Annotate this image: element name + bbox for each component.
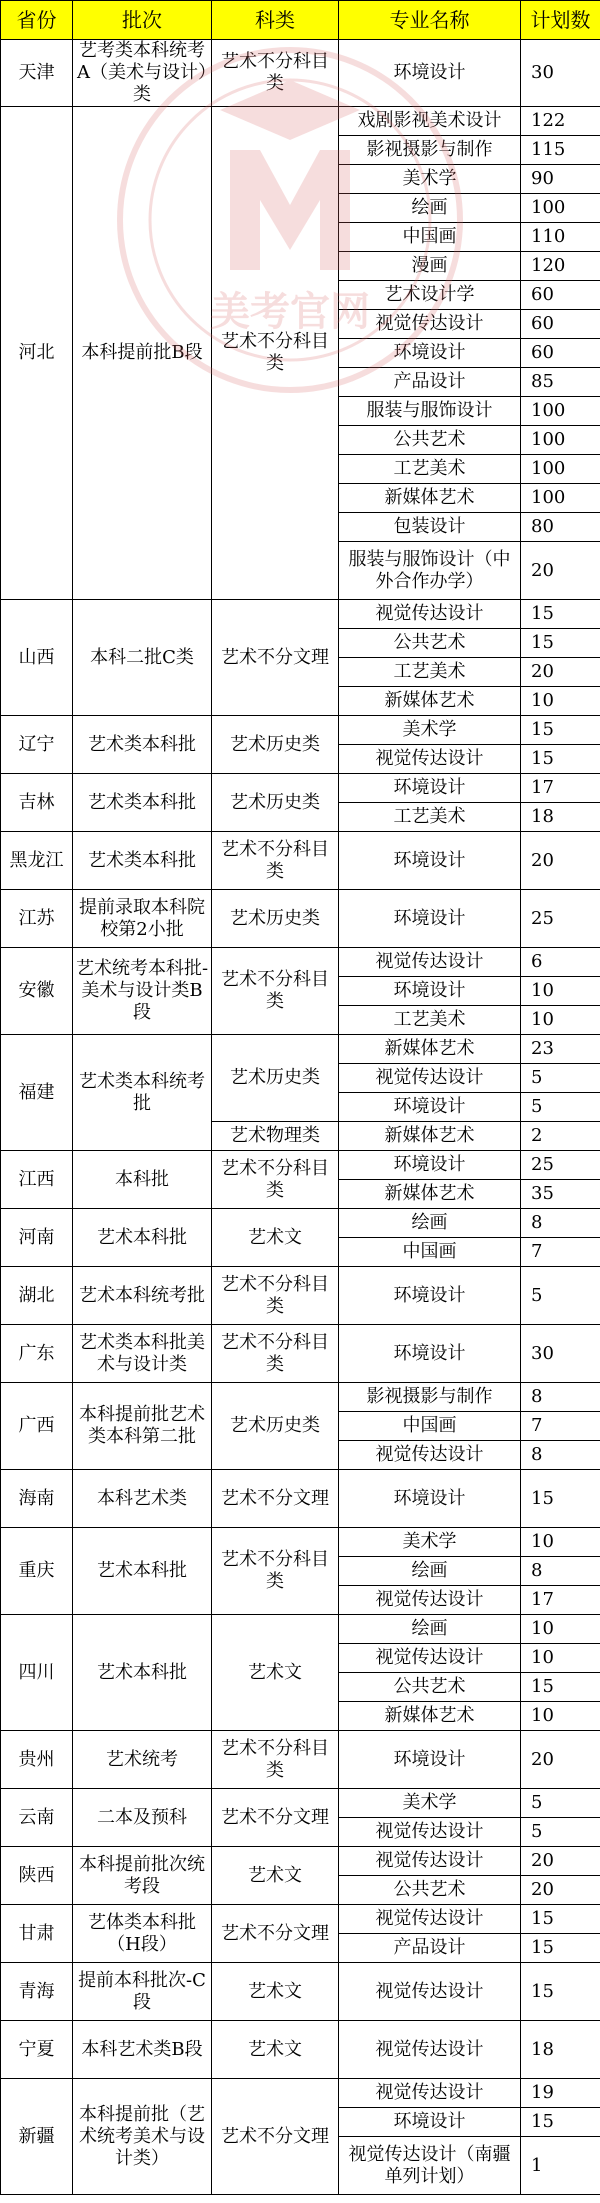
cell-plan: 7 — [521, 1238, 600, 1267]
cell-plan: 2 — [521, 1122, 600, 1151]
table-row — [1, 1963, 600, 2021]
table-row — [1, 716, 600, 745]
cell-plan: 60 — [521, 339, 600, 368]
cell-batch: 艺体类本科批（H段） — [73, 1905, 212, 1963]
table-row — [1, 1847, 600, 1876]
cell-plan: 19 — [521, 2079, 600, 2108]
cell-batch: 本科提前批次统考段 — [73, 1847, 212, 1905]
table-body — [1, 40, 600, 2195]
cell-major: 产品设计 — [339, 1934, 521, 1963]
table-row — [1, 2021, 600, 2079]
cell-batch: 艺术类本科批美术与设计类 — [73, 1325, 212, 1383]
cell-province: 江西 — [1, 1151, 73, 1209]
cell-province: 福建 — [1, 1035, 73, 1151]
cell-plan: 100 — [521, 484, 600, 513]
cell-plan: 25 — [521, 1151, 600, 1180]
cell-plan: 8 — [521, 1209, 600, 1238]
cell-major: 视觉传达设计 — [339, 1064, 521, 1093]
cell-category: 艺术历史类 — [212, 716, 339, 774]
cell-category: 艺术不分科目类 — [212, 40, 339, 107]
cell-plan: 20 — [521, 1847, 600, 1876]
cell-major: 新媒体艺术 — [339, 1122, 521, 1151]
cell-batch: 艺术本科批 — [73, 1209, 212, 1267]
cell-province: 广西 — [1, 1383, 73, 1470]
cell-batch: 艺术本科批 — [73, 1528, 212, 1615]
cell-plan: 5 — [521, 1789, 600, 1818]
cell-plan: 10 — [521, 1528, 600, 1557]
cell-plan: 7 — [521, 1412, 600, 1441]
cell-batch: 提前录取本科院校第2小批 — [73, 890, 212, 948]
table-row — [1, 40, 600, 107]
cell-plan: 17 — [521, 1586, 600, 1615]
cell-plan: 15 — [521, 1673, 600, 1702]
cell-major: 影视摄影与制作 — [339, 1383, 521, 1412]
cell-batch: 本科艺术类B段 — [73, 2021, 212, 2079]
cell-major: 服装与服饰设计（中外合作办学） — [339, 542, 521, 600]
cell-plan: 60 — [521, 310, 600, 339]
cell-category: 艺术文 — [212, 1615, 339, 1731]
cell-province: 吉林 — [1, 774, 73, 832]
table-row — [1, 948, 600, 977]
cell-plan: 5 — [521, 1267, 600, 1325]
cell-major: 环境设计 — [339, 1470, 521, 1528]
cell-batch: 本科提前批（艺术统考美术与设计类） — [73, 2079, 212, 2195]
cell-major: 绘画 — [339, 194, 521, 223]
table-row — [1, 1731, 600, 1789]
cell-province: 青海 — [1, 1963, 73, 2021]
cell-category: 艺术不分科目类 — [212, 832, 339, 890]
cell-major: 视觉传达设计 — [339, 2021, 521, 2079]
header-batch: 批次 — [73, 1, 212, 40]
cell-plan: 30 — [521, 1325, 600, 1383]
cell-category: 艺术历史类 — [212, 774, 339, 832]
cell-plan: 122 — [521, 107, 600, 136]
cell-major: 戏剧影视美术设计 — [339, 107, 521, 136]
cell-plan: 20 — [521, 658, 600, 687]
cell-plan: 18 — [521, 2021, 600, 2079]
cell-major: 公共艺术 — [339, 629, 521, 658]
cell-major: 视觉传达设计 — [339, 1905, 521, 1934]
cell-plan: 100 — [521, 426, 600, 455]
cell-category: 艺术不分文理 — [212, 1470, 339, 1528]
cell-plan: 8 — [521, 1383, 600, 1412]
cell-major: 视觉传达设计 — [339, 310, 521, 339]
table-row — [1, 890, 600, 948]
cell-plan: 115 — [521, 136, 600, 165]
cell-major: 工艺美术 — [339, 1006, 521, 1035]
cell-category: 艺术文 — [212, 1847, 339, 1905]
cell-province: 河南 — [1, 1209, 73, 1267]
cell-category: 艺术不分科目类 — [212, 1151, 339, 1209]
cell-major: 视觉传达设计 — [339, 2079, 521, 2108]
cell-major: 公共艺术 — [339, 426, 521, 455]
cell-plan: 100 — [521, 194, 600, 223]
cell-major: 视觉传达设计（南疆单列计划） — [339, 2137, 521, 2195]
cell-major: 产品设计 — [339, 368, 521, 397]
cell-province: 重庆 — [1, 1528, 73, 1615]
cell-major: 环境设计 — [339, 339, 521, 368]
cell-plan: 8 — [521, 1441, 600, 1470]
cell-plan: 10 — [521, 687, 600, 716]
cell-province: 湖北 — [1, 1267, 73, 1325]
table-row — [1, 2079, 600, 2108]
cell-batch: 提前本科批次-C段 — [73, 1963, 212, 2021]
header-category: 科类 — [212, 1, 339, 40]
cell-batch: 艺术类本科批 — [73, 774, 212, 832]
cell-batch: 艺术类本科批 — [73, 716, 212, 774]
cell-plan: 1 — [521, 2137, 600, 2195]
cell-major: 美术学 — [339, 716, 521, 745]
cell-major: 中国画 — [339, 223, 521, 252]
cell-batch: 艺术本科统考批 — [73, 1267, 212, 1325]
cell-category: 艺术文 — [212, 1963, 339, 2021]
cell-major: 中国画 — [339, 1412, 521, 1441]
cell-plan: 15 — [521, 1934, 600, 1963]
table-row — [1, 1383, 600, 1412]
cell-batch: 艺术统考 — [73, 1731, 212, 1789]
table-row — [1, 1615, 600, 1644]
cell-plan: 5 — [521, 1064, 600, 1093]
cell-major: 美术学 — [339, 1528, 521, 1557]
cell-major: 环境设计 — [339, 40, 521, 107]
cell-province: 新疆 — [1, 2079, 73, 2195]
table-row — [1, 1035, 600, 1064]
cell-plan: 10 — [521, 1615, 600, 1644]
cell-plan: 35 — [521, 1180, 600, 1209]
cell-plan: 10 — [521, 1702, 600, 1731]
cell-major: 工艺美术 — [339, 803, 521, 832]
cell-major: 视觉传达设计 — [339, 1644, 521, 1673]
cell-category: 艺术历史类 — [212, 1383, 339, 1470]
cell-province: 江苏 — [1, 890, 73, 948]
cell-plan: 15 — [521, 1905, 600, 1934]
cell-major: 环境设计 — [339, 1325, 521, 1383]
cell-category: 艺术物理类 — [212, 1122, 339, 1151]
cell-major: 视觉传达设计 — [339, 600, 521, 629]
cell-major: 中国画 — [339, 1238, 521, 1267]
cell-major: 新媒体艺术 — [339, 1180, 521, 1209]
cell-major: 美术学 — [339, 1789, 521, 1818]
cell-major: 公共艺术 — [339, 1876, 521, 1905]
cell-province: 河北 — [1, 107, 73, 600]
cell-category: 艺术历史类 — [212, 890, 339, 948]
cell-category: 艺术不分文理 — [212, 2079, 339, 2195]
cell-major: 工艺美术 — [339, 658, 521, 687]
cell-category: 艺术历史类 — [212, 1035, 339, 1122]
cell-plan: 90 — [521, 165, 600, 194]
cell-major: 环境设计 — [339, 1093, 521, 1122]
cell-plan: 5 — [521, 1818, 600, 1847]
cell-major: 新媒体艺术 — [339, 1702, 521, 1731]
cell-major: 新媒体艺术 — [339, 1035, 521, 1064]
cell-category: 艺术不分文理 — [212, 1789, 339, 1847]
table-row — [1, 1528, 600, 1557]
cell-major: 公共艺术 — [339, 1673, 521, 1702]
cell-batch: 艺术本科批 — [73, 1615, 212, 1731]
cell-plan: 10 — [521, 1644, 600, 1673]
cell-category: 艺术不分科目类 — [212, 1267, 339, 1325]
cell-plan: 25 — [521, 890, 600, 948]
cell-major: 工艺美术 — [339, 455, 521, 484]
cell-major: 新媒体艺术 — [339, 687, 521, 716]
cell-plan: 80 — [521, 513, 600, 542]
cell-batch: 本科二批C类 — [73, 600, 212, 716]
cell-plan: 20 — [521, 1731, 600, 1789]
cell-plan: 5 — [521, 1093, 600, 1122]
cell-major: 绘画 — [339, 1209, 521, 1238]
cell-batch: 本科提前批B段 — [73, 107, 212, 600]
cell-major: 视觉传达设计 — [339, 1847, 521, 1876]
cell-plan: 85 — [521, 368, 600, 397]
cell-plan: 30 — [521, 40, 600, 107]
cell-major: 漫画 — [339, 252, 521, 281]
table-row — [1, 1267, 600, 1325]
cell-major: 视觉传达设计 — [339, 745, 521, 774]
cell-plan: 10 — [521, 1006, 600, 1035]
cell-plan: 100 — [521, 397, 600, 426]
cell-major: 影视摄影与制作 — [339, 136, 521, 165]
cell-batch: 艺术类本科批 — [73, 832, 212, 890]
cell-province: 辽宁 — [1, 716, 73, 774]
header-province: 省份 — [1, 1, 73, 40]
cell-province: 宁夏 — [1, 2021, 73, 2079]
cell-major: 环境设计 — [339, 977, 521, 1006]
cell-major: 环境设计 — [339, 1267, 521, 1325]
cell-province: 贵州 — [1, 1731, 73, 1789]
cell-plan: 18 — [521, 803, 600, 832]
cell-plan: 20 — [521, 542, 600, 600]
cell-province: 四川 — [1, 1615, 73, 1731]
cell-major: 视觉传达设计 — [339, 1441, 521, 1470]
cell-category: 艺术文 — [212, 2021, 339, 2079]
cell-province: 海南 — [1, 1470, 73, 1528]
cell-province: 黑龙江 — [1, 832, 73, 890]
table-row — [1, 832, 600, 890]
header-plan: 计划数 — [521, 1, 600, 40]
cell-plan: 15 — [521, 629, 600, 658]
table-row — [1, 107, 600, 136]
cell-category: 艺术不分文理 — [212, 1905, 339, 1963]
cell-batch: 本科艺术类 — [73, 1470, 212, 1528]
cell-batch: 艺考类本科统考A（美术与设计）类 — [73, 40, 212, 107]
cell-plan: 100 — [521, 455, 600, 484]
cell-plan: 15 — [521, 1963, 600, 2021]
cell-batch: 二本及预科 — [73, 1789, 212, 1847]
table-row — [1, 1209, 600, 1238]
cell-plan: 23 — [521, 1035, 600, 1064]
cell-plan: 15 — [521, 1470, 600, 1528]
cell-major: 艺术设计学 — [339, 281, 521, 310]
cell-plan: 110 — [521, 223, 600, 252]
table-row — [1, 1470, 600, 1528]
cell-plan: 10 — [521, 977, 600, 1006]
cell-plan: 60 — [521, 281, 600, 310]
cell-major: 美术学 — [339, 165, 521, 194]
cell-major: 绘画 — [339, 1557, 521, 1586]
table-row — [1, 774, 600, 803]
table-row — [1, 1151, 600, 1180]
header-row — [1, 1, 600, 40]
cell-plan: 17 — [521, 774, 600, 803]
table-row — [1, 1905, 600, 1934]
cell-major: 视觉传达设计 — [339, 1963, 521, 2021]
cell-province: 天津 — [1, 40, 73, 107]
cell-plan: 20 — [521, 1876, 600, 1905]
cell-plan: 15 — [521, 600, 600, 629]
watermark-text: 美考官网 — [210, 289, 370, 335]
cell-category: 艺术不分科目类 — [212, 948, 339, 1035]
cell-major: 包装设计 — [339, 513, 521, 542]
cell-category: 艺术不分文理 — [212, 600, 339, 716]
cell-category: 艺术不分科目类 — [212, 1325, 339, 1383]
cell-plan: 15 — [521, 2108, 600, 2137]
cell-major: 环境设计 — [339, 890, 521, 948]
cell-major: 视觉传达设计 — [339, 948, 521, 977]
cell-major: 新媒体艺术 — [339, 484, 521, 513]
cell-major: 环境设计 — [339, 1731, 521, 1789]
table-row — [1, 1789, 600, 1818]
cell-province: 陕西 — [1, 1847, 73, 1905]
cell-plan: 8 — [521, 1557, 600, 1586]
cell-batch: 艺术类本科统考批 — [73, 1035, 212, 1151]
cell-major: 绘画 — [339, 1615, 521, 1644]
header-major: 专业名称 — [339, 1, 521, 40]
cell-plan: 6 — [521, 948, 600, 977]
cell-province: 山西 — [1, 600, 73, 716]
cell-plan: 20 — [521, 832, 600, 890]
cell-major: 环境设计 — [339, 774, 521, 803]
cell-major: 环境设计 — [339, 832, 521, 890]
cell-province: 广东 — [1, 1325, 73, 1383]
table-row — [1, 600, 600, 629]
cell-province: 甘肃 — [1, 1905, 73, 1963]
cell-plan: 15 — [521, 716, 600, 745]
cell-batch: 本科批 — [73, 1151, 212, 1209]
table-row — [1, 1325, 600, 1383]
cell-category: 艺术不分科目类 — [212, 107, 339, 600]
cell-batch: 艺术统考本科批-美术与设计类B段 — [73, 948, 212, 1035]
cell-province: 安徽 — [1, 948, 73, 1035]
cell-plan: 15 — [521, 745, 600, 774]
cell-major: 视觉传达设计 — [339, 1818, 521, 1847]
cell-category: 艺术不分科目类 — [212, 1731, 339, 1789]
cell-province: 云南 — [1, 1789, 73, 1847]
cell-batch: 本科提前批艺术类本科第二批 — [73, 1383, 212, 1470]
cell-major: 视觉传达设计 — [339, 1586, 521, 1615]
cell-category: 艺术文 — [212, 1209, 339, 1267]
cell-major: 环境设计 — [339, 2108, 521, 2137]
cell-major: 环境设计 — [339, 1151, 521, 1180]
cell-major: 服装与服饰设计 — [339, 397, 521, 426]
cell-plan: 120 — [521, 252, 600, 281]
cell-category: 艺术不分科目类 — [212, 1528, 339, 1615]
